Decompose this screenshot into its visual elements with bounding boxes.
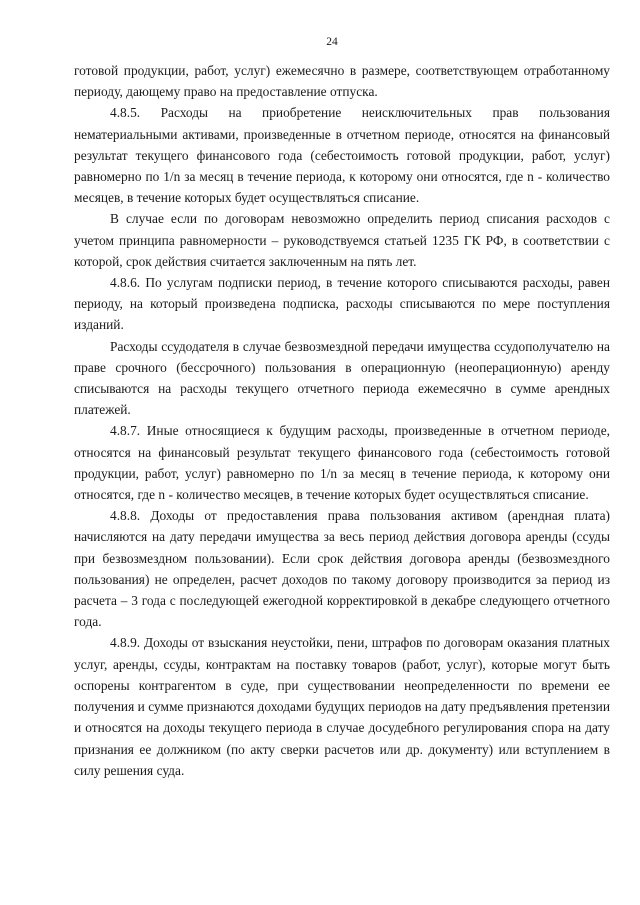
paragraph-write-off-period: В случае если по договорам невозможно определить период списания расходов с учетом принципа равномерности – руководствуемся статьей 1235 ГК РФ, в соответствии с которой, срок действия считается заключенным на пять лет. (74, 211, 610, 269)
page-number: 24 (326, 36, 338, 48)
paragraph-4-8-8: 4.8.8. Доходы от предоставления права пользования активом (арендная плата) начисляются на дату передачи имущества за весь период действия договора аренды (ссуды при безвозмездном пользовании). Если срок действия договора аренды (безвозмездного пользования) не определен, расчет доходов по такому договору производится за период из расчета – 3 года с последующей ежегодной корректировкой в декабре следующего отчетного года. (74, 508, 610, 630)
paragraph-4-8-5: 4.8.5. Расходы на приобретение неисключительных прав пользования нематериальными активами, произведенные в отчетном периоде, относятся на финансовый результат текущего финансового года (себестоимость готовой продукции, работ, услуг) равномерно по 1/n за месяц в течение периода, к которому они относятся, где n - количество месяцев, в течение которых будет осуществляться списание. (74, 105, 610, 206)
document-body (74, 60, 610, 781)
paragraph-lender-expenses: Расходы ссудодателя в случае безвозмездной передачи имущества ссудополучателю на праве срочного (бессрочного) пользования в операционную (неоперационную) аренду списываются на расходы текущего отчетного периода ежемесячно в сумме арендных платежей. (74, 338, 610, 418)
paragraph-4-8-7: 4.8.7. Иные относящиеся к будущим расходы, произведенные в отчетном периоде, относятся на финансовый результат текущего финансового года (себестоимость готовой продукции, работ, услуг) равномерно по 1/n за месяц в течение периода, к которому они относятся, где n - количество месяцев, в течение которых будет осуществляться списание. (74, 423, 610, 503)
paragraph-continuation: готовой продукции, работ, услуг) ежемесячно в размере, соответствующем отработанному периоду, дающему право на предоставление отпуска. (74, 63, 610, 100)
paragraph-4-8-6: 4.8.6. По услугам подписки период, в течение которого списываются расходы, равен периоду, на который произведена подписка, расходы списываются по мере поступления изданий. (74, 275, 610, 333)
paragraph-4-8-9: 4.8.9. Доходы от взыскания неустойки, пени, штрафов по договорам оказания платных услуг, аренды, ссуды, контрактам на поставку товаров (работ, услуг), которые могут быть оспорены контрагентом в суде, при существовании неопределенности по времени ее получения и сумме признаются доходами будущих периодов на дату предъявления претензии и относятся на доходы текущего периода в случае досудебного регулирования спора на дату признания ее должником (по акту сверки расчетов или др. документу) или вступлением в силу решения суда. (74, 635, 610, 778)
